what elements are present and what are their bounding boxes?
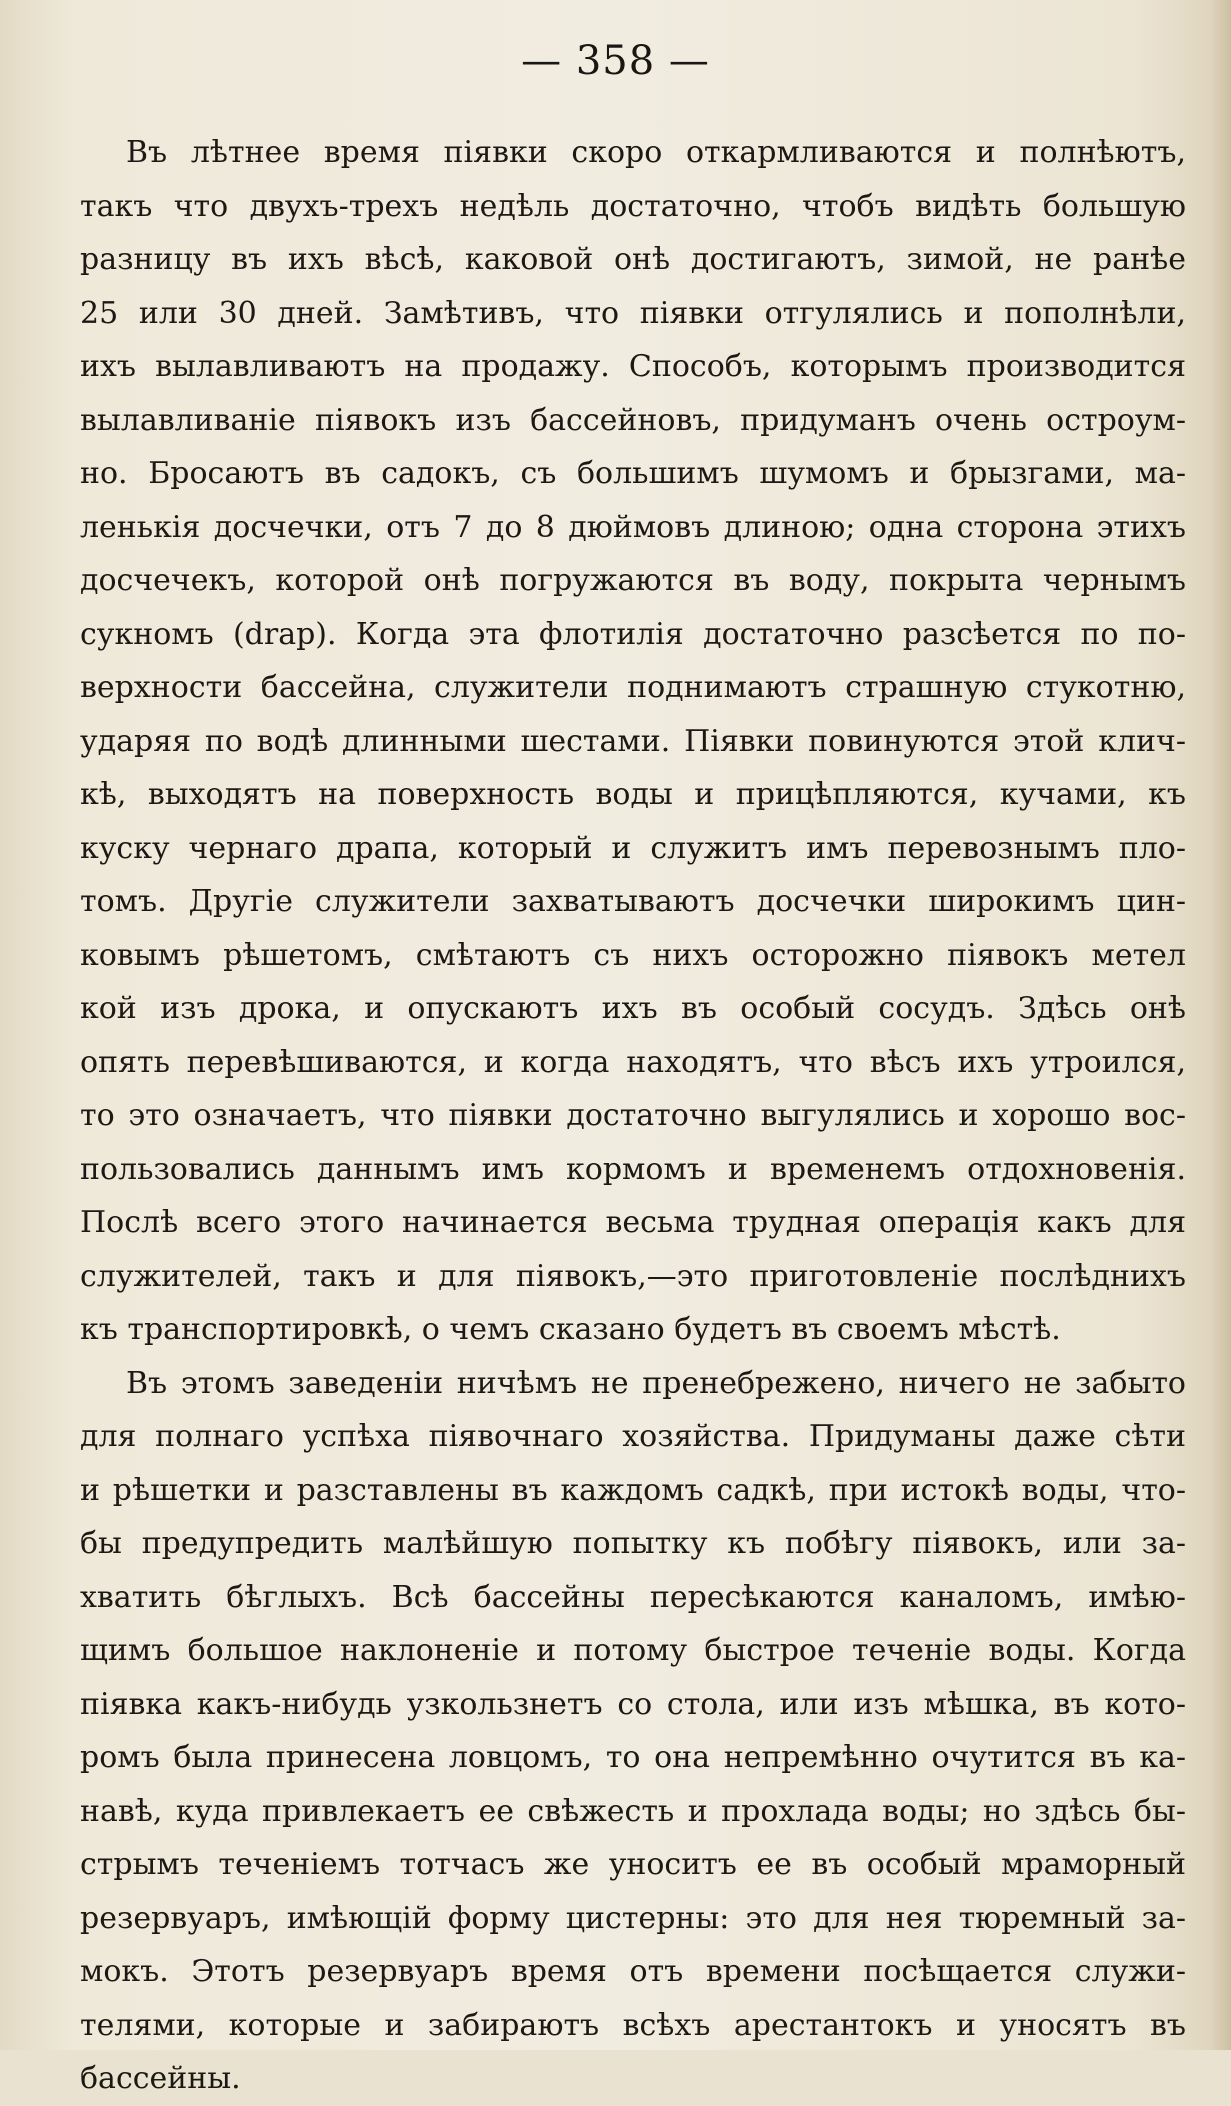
paragraph-2 xyxy=(80,1357,1186,2106)
text-line: верхности бассейна, служители поднимаютъ страшную стукотню, xyxy=(80,670,1186,705)
text-line: куску чернаго драпа, который и служитъ имъ перевознымъ пло- xyxy=(80,830,1186,866)
text-line: служителей, такъ и для піявокъ,—это приготовленіе послѣднихъ xyxy=(80,1258,1186,1294)
text-line: и рѣшетки и разставлены въ каждомъ садкѣ, при истокѣ воды, что- xyxy=(80,1472,1186,1508)
text-line: сукномъ (drap). Когда эта флотилія достаточно разсѣется по по- xyxy=(80,616,1186,652)
text-line: кѣ, выходятъ на поверхность воды и прицѣпляются, кучами, къ xyxy=(80,777,1186,812)
paragraph-1 xyxy=(80,126,1186,1357)
text-line: Въ лѣтнее время піявки скоро откармливаются и полнѣютъ, xyxy=(126,135,1186,170)
text-line: ленькія досчечки, отъ 7 до 8 дюймовъ длиною; одна сторона этихъ xyxy=(80,509,1186,545)
text-line: мокъ. Этотъ резервуаръ время отъ времени посѣщается служи- xyxy=(80,1954,1186,1989)
text-line: бы предупредить малѣйшую попытку къ побѣгу піявокъ, или за- xyxy=(80,1526,1186,1561)
text-line: навѣ, куда привлекаетъ ее свѣжесть и прохлада воды; но здѣсь бы- xyxy=(80,1793,1186,1829)
text-line: піявка какъ-нибудь узкользнетъ со стола, или изъ мѣшка, въ кото- xyxy=(80,1686,1186,1722)
page-number: — 358 — xyxy=(521,38,710,84)
text-line: стрымъ теченіемъ тотчасъ же уноситъ ее въ особый мраморный xyxy=(80,1847,1186,1882)
text-line: то это означаетъ, что піявки достаточно выгулялись и хорошо вос- xyxy=(80,1098,1186,1133)
text-line: ковымъ рѣшетомъ, смѣтаютъ съ нихъ осторожно піявокъ метел xyxy=(80,937,1186,973)
text-line: Въ этомъ заведеніи ничѣмъ не пренебрежено, ничего не забыто xyxy=(126,1365,1186,1401)
text-line: но. Бросаютъ въ садокъ, съ большимъ шумомъ и брызгами, ма- xyxy=(80,456,1186,491)
page-edge-shadow xyxy=(1209,0,1231,2050)
text-line: пользовались даннымъ имъ кормомъ и временемъ отдохновенія. xyxy=(80,1151,1186,1187)
text-line: къ транспортировкѣ, о чемъ сказано будетъ въ своемъ мѣстѣ. xyxy=(80,1312,1061,1347)
text-line: Послѣ всего этого начинается весьма трудная операція какъ для xyxy=(80,1205,1186,1240)
body-text xyxy=(80,126,1186,2106)
text-line: опять перевѣшиваются, и когда находятъ, что вѣсъ ихъ утроился, xyxy=(80,1044,1186,1080)
text-line: такъ что двухъ-трехъ недѣль достаточно, чтобъ видѣть большую xyxy=(80,188,1186,224)
text-line: хватить бѣглыхъ. Всѣ бассейны пересѣкаются каналомъ, имѣю- xyxy=(80,1579,1186,1615)
text-line: разницу въ ихъ вѣсѣ, каковой онѣ достигаютъ, зимой, не ранѣе xyxy=(80,242,1186,277)
text-line: бассейны. xyxy=(80,2061,241,2096)
text-line: телями, которые и забираютъ всѣхъ арестантокъ и уносятъ въ xyxy=(80,2007,1186,2043)
text-line: вылавливаніе піявокъ изъ бассейновъ, придуманъ очень остроум- xyxy=(80,402,1186,438)
text-line: 25 или 30 дней. Замѣтивъ, что піявки отгулялись и пополнѣли, xyxy=(80,295,1186,331)
text-line: резервуаръ, имѣющій форму цистерны: это для нея тюремный за- xyxy=(80,1900,1186,1936)
text-line: кой изъ дрока, и опускаютъ ихъ въ особый сосудъ. Здѣсь онѣ xyxy=(80,991,1186,1026)
text-line: щимъ большое наклоненіе и потому быстрое теченіе воды. Когда xyxy=(80,1633,1186,1668)
text-line: для полнаго успѣха піявочнаго хозяйства. Придуманы даже сѣти xyxy=(80,1419,1186,1454)
text-line: досчечекъ, которой онѣ погружаются въ воду, покрыта чернымъ xyxy=(80,563,1186,598)
text-line: ихъ вылавливаютъ на продажу. Способъ, которымъ производится xyxy=(80,349,1186,384)
text-line: томъ. Другіе служители захватываютъ досчечки широкимъ цин- xyxy=(80,884,1186,919)
text-line: ударяя по водѣ длинными шестами. Піявки повинуются этой клич- xyxy=(80,723,1186,759)
text-line: ромъ была принесена ловцомъ, то она непремѣнно очутится въ ка- xyxy=(80,1740,1186,1775)
